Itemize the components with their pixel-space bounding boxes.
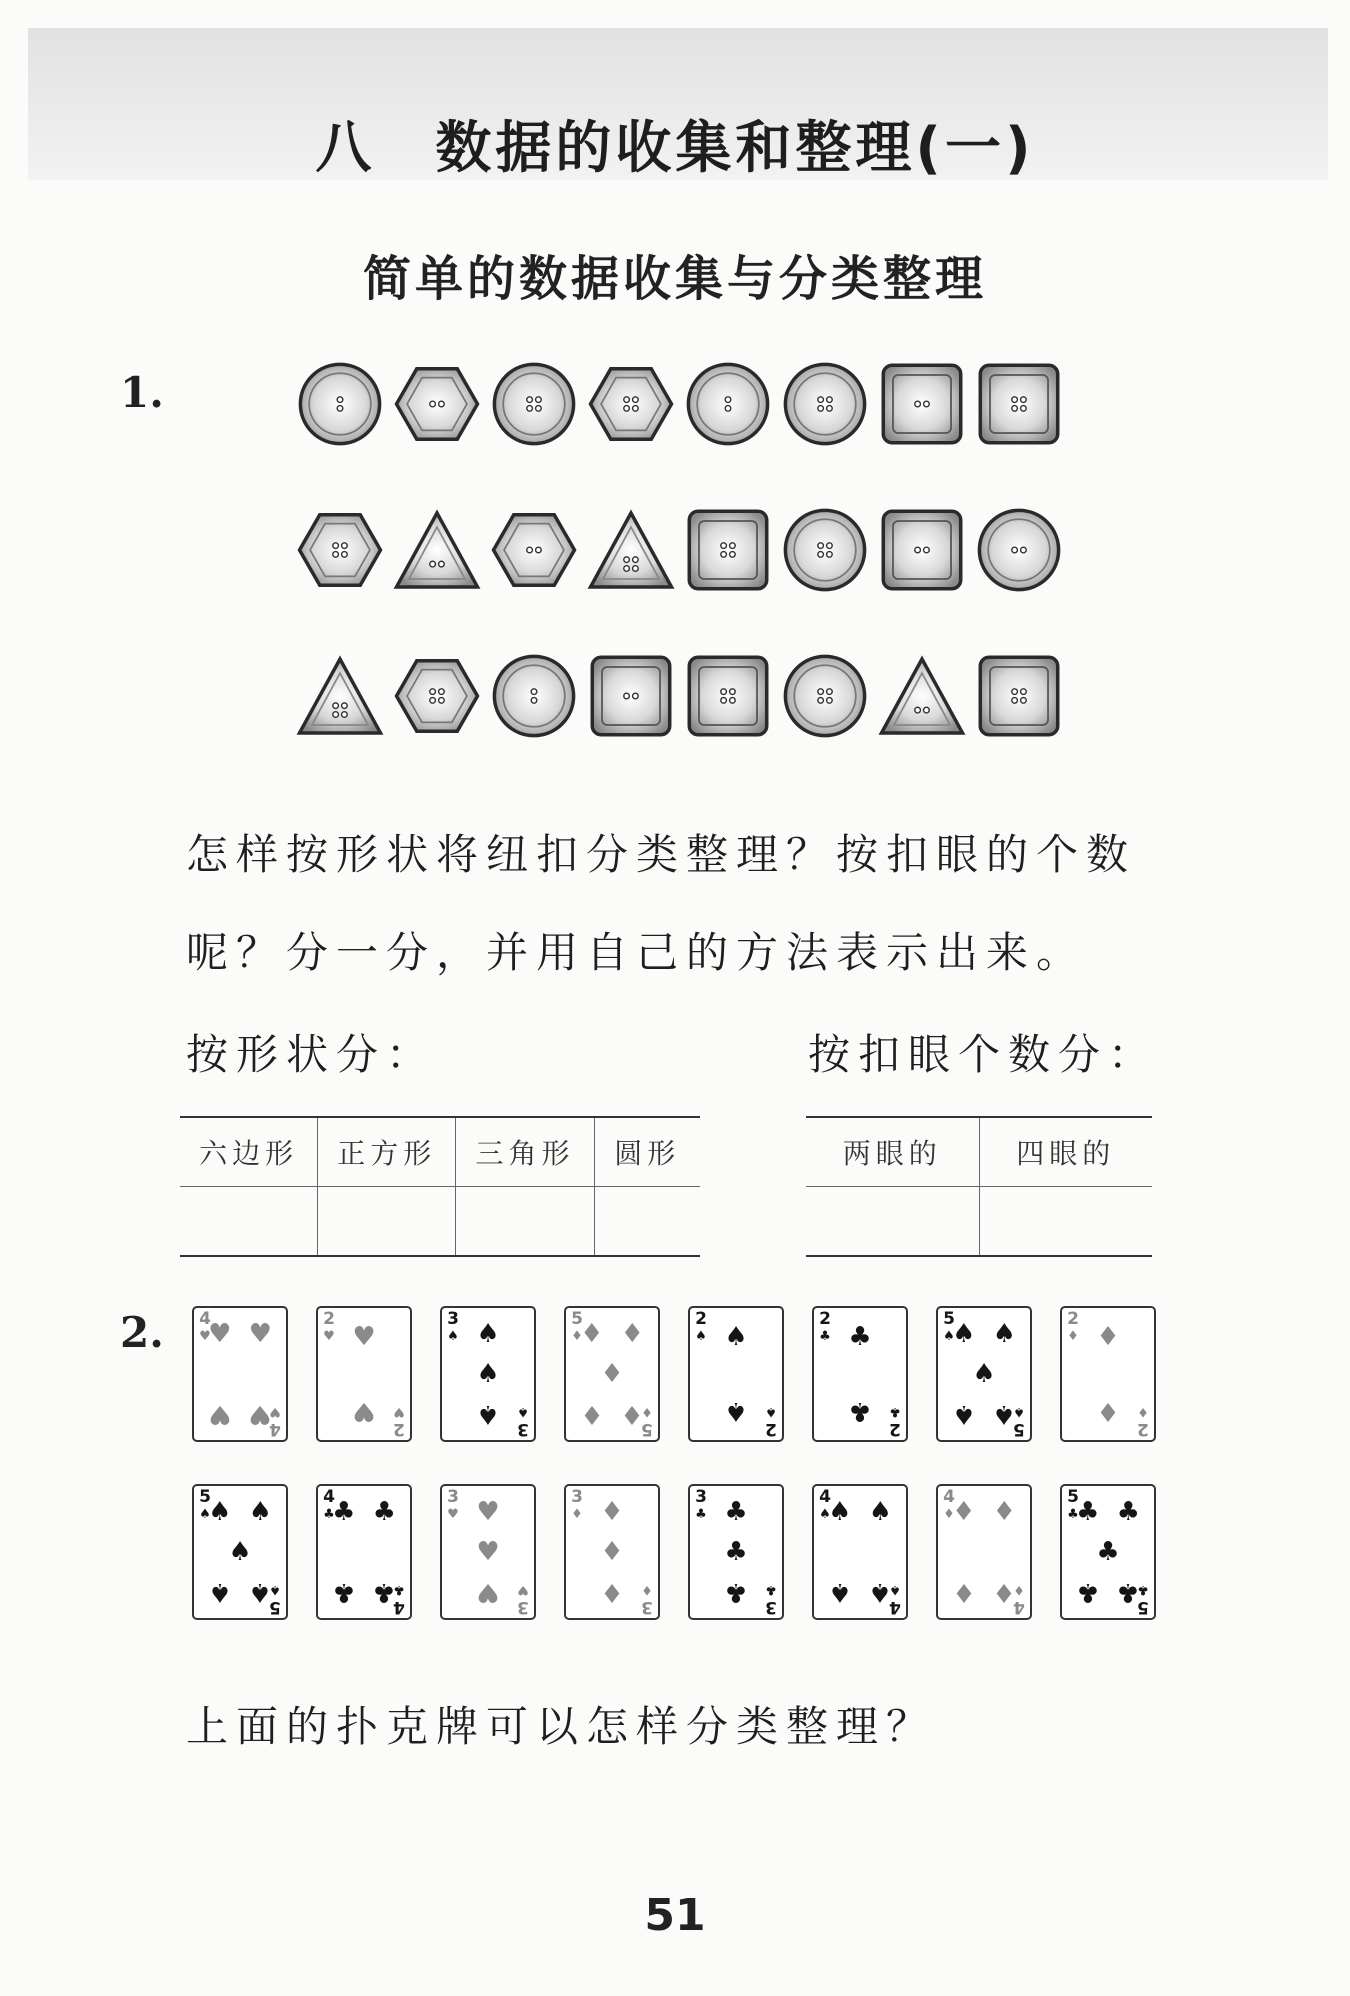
playing-card [192,1306,288,1442]
card-suit-pip-icon: ♦ [600,1576,624,1607]
card-corner-suit-icon: ♥ [517,1582,529,1597]
card-rank: 5 [1067,1487,1079,1507]
question-2-number: 2. [120,1308,164,1357]
card-suit-pip-icon: ♦ [952,1576,976,1607]
card-corner-index [569,1489,585,1523]
card-corner-suit-icon: ♠ [517,1404,529,1419]
circle-button-2-holes [490,652,578,740]
card-corner-index [445,1311,461,1345]
card-suit-pip-icon: ♥ [208,1319,232,1350]
card-suit-pip-icon: ♥ [352,1395,376,1426]
card-corner-suit-icon: ♠ [889,1582,901,1597]
card-corner-suit-icon: ♥ [393,1404,405,1419]
card-suit-pip-icon: ♠ [828,1497,852,1528]
card-suit-pip-icon: ♦ [600,1497,624,1528]
card-corner-index [887,1403,903,1437]
card-corner-suit-icon: ♠ [695,1329,707,1344]
card-corner-suit-icon: ♦ [571,1507,583,1522]
card-suit-pip-icon: ♣ [724,1537,748,1567]
card-corner-index [1135,1403,1151,1437]
card-suit-pip-icon: ♠ [724,1322,748,1353]
card-row-1 [192,1306,1192,1446]
card-corner-suit-icon: ♦ [1067,1329,1079,1344]
card-suit-pip-icon: ♠ [828,1576,852,1607]
card-corner-suit-icon: ♣ [393,1582,405,1597]
playing-card [936,1306,1032,1442]
card-corner-suit-icon: ♦ [571,1329,583,1344]
shape-answer-cell[interactable] [318,1187,456,1257]
playing-card [440,1306,536,1442]
card-corner-index [515,1403,531,1437]
card-rank: 3 [517,1597,529,1617]
card-corner-suit-icon: ♠ [1013,1404,1025,1419]
card-suit-pip-icon: ♠ [952,1319,976,1350]
card-suit-pip-icon: ♠ [952,1398,976,1429]
button-row-2 [296,506,1096,596]
card-rank: 2 [695,1309,707,1329]
card-corner-suit-icon: ♣ [323,1507,335,1522]
card-suit-pip-icon: ♠ [724,1395,748,1426]
chapter-title: 八 数据的收集和整理(一) [315,116,1035,181]
holes-sort-heading: 按扣眼个数分： [808,1030,1159,1079]
hexagon-button-4-holes [296,506,384,594]
card-corner-suit-icon: ♣ [695,1507,707,1522]
card-corner-suit-icon: ♦ [641,1582,653,1597]
card-suit-pip-icon: ♥ [476,1497,500,1528]
section-title: 简单的数据收集与分类整理 [362,251,987,307]
card-corner-index [817,1311,833,1345]
card-rank: 2 [889,1419,901,1439]
card-rank: 2 [819,1309,831,1329]
shape-answer-cell[interactable] [180,1187,318,1257]
card-corner-suit-icon: ♠ [199,1507,211,1522]
square-button-2-holes [878,360,966,448]
shape-answer-cell[interactable] [456,1187,594,1257]
card-corner-suit-icon: ♦ [943,1507,955,1522]
shape-column-circle: 圆形 [594,1117,700,1187]
card-suit-pip-icon: ♦ [600,1359,624,1389]
circle-button-4-holes [781,652,869,740]
hexagon-button-2-holes [393,360,481,448]
card-corner-index [391,1403,407,1437]
card-rank: 4 [269,1419,281,1439]
card-rank: 3 [695,1487,707,1507]
card-suit-pip-icon: ♠ [868,1576,892,1607]
card-suit-pip-icon: ♦ [620,1319,644,1350]
circle-button-2-holes [684,360,772,448]
card-suit-pip-icon: ♠ [972,1359,996,1389]
card-suit-pip-icon: ♠ [476,1359,500,1389]
playing-card [1060,1306,1156,1442]
playing-card [564,1484,660,1620]
playing-card [316,1306,412,1442]
playing-card [688,1484,784,1620]
card-corner-suit-icon: ♣ [1067,1507,1079,1522]
button-row-3 [296,652,1096,742]
card-corner-suit-icon: ♠ [943,1329,955,1344]
card-rank: 3 [641,1597,653,1617]
card-suit-pip-icon: ♦ [600,1537,624,1567]
card-suit-pip-icon: ♣ [372,1497,396,1528]
card-suit-pip-icon: ♥ [248,1319,272,1350]
card-corner-index [639,1581,655,1615]
card-suit-pip-icon: ♣ [372,1576,396,1607]
shape-column-triangle: 三角形 [456,1117,594,1187]
card-rank: 3 [447,1487,459,1507]
card-suit-pip-icon: ♠ [476,1398,500,1429]
square-button-4-holes [684,506,772,594]
card-corner-index [693,1311,709,1345]
page-number: 51 [644,1890,706,1941]
card-rank: 5 [571,1309,583,1329]
card-corner-suit-icon: ♣ [889,1404,901,1419]
card-corner-suit-icon: ♣ [819,1329,831,1344]
card-suit-pip-icon: ♦ [580,1319,604,1350]
card-suit-pip-icon: ♠ [992,1398,1016,1429]
card-suit-pip-icon: ♣ [848,1322,872,1353]
shape-column-hexagon: 六边形 [180,1117,318,1187]
triangle-button-2-holes [878,652,966,740]
holes-column-four: 四眼的 [979,1117,1152,1187]
card-rank: 5 [269,1597,281,1617]
card-corner-index [515,1581,531,1615]
square-button-2-holes [878,506,966,594]
card-rank: 4 [393,1597,405,1617]
card-rank: 4 [819,1487,831,1507]
question-1-prompt-line-2: 呢？分一分，并用自己的方法表示出来。 [186,928,1087,977]
holes-sort-table [806,1116,1152,1257]
card-corner-suit-icon: ♥ [269,1404,281,1419]
card-corner-suit-icon: ♠ [269,1582,281,1597]
card-suit-pip-icon: ♦ [1096,1322,1120,1353]
card-corner-suit-icon: ♦ [641,1404,653,1419]
card-corner-suit-icon: ♥ [447,1507,459,1522]
card-suit-pip-icon: ♣ [1096,1537,1120,1567]
card-corner-index [763,1581,779,1615]
card-suit-pip-icon: ♥ [476,1537,500,1567]
hexagon-button-2-holes [490,506,578,594]
card-suit-pip-icon: ♣ [724,1497,748,1528]
card-suit-pip-icon: ♣ [1076,1497,1100,1528]
circle-button-4-holes [781,506,869,594]
card-corner-suit-icon: ♦ [1013,1582,1025,1597]
playing-card [812,1306,908,1442]
question-1-prompt-line-1: 怎样按形状将纽扣分类整理？按扣眼的个数 [186,830,1137,879]
hexagon-button-4-holes [393,652,481,740]
card-suit-pip-icon: ♦ [1096,1395,1120,1426]
card-suit-pip-icon: ♣ [1076,1576,1100,1607]
card-rank: 4 [943,1487,955,1507]
card-suit-pip-icon: ♣ [724,1576,748,1607]
card-rank: 2 [765,1419,777,1439]
card-suit-pip-icon: ♠ [992,1319,1016,1350]
circle-button-2-holes [296,360,384,448]
card-corner-suit-icon: ♣ [1137,1582,1149,1597]
square-button-4-holes [975,652,1063,740]
shape-sort-table [180,1116,700,1257]
holes-column-two: 两眼的 [806,1117,979,1187]
card-rank: 3 [447,1309,459,1329]
square-button-4-holes [975,360,1063,448]
card-rank: 3 [517,1419,529,1439]
card-rank: 4 [889,1597,901,1617]
card-suit-pip-icon: ♥ [248,1398,272,1429]
card-suit-pip-icon: ♣ [848,1395,872,1426]
playing-card [564,1306,660,1442]
triangle-button-4-holes [587,506,675,594]
playing-card [440,1484,536,1620]
card-suit-pip-icon: ♥ [476,1576,500,1607]
playing-card [316,1484,412,1620]
card-rank: 3 [765,1597,777,1617]
circle-button-4-holes [781,360,869,448]
card-suit-pip-icon: ♣ [332,1497,356,1528]
card-corner-suit-icon: ♥ [199,1329,211,1344]
card-rank: 5 [641,1419,653,1439]
card-rank: 5 [1013,1419,1025,1439]
card-corner-suit-icon: ♥ [323,1329,335,1344]
card-corner-suit-icon: ♠ [765,1404,777,1419]
card-corner-suit-icon: ♠ [819,1507,831,1522]
card-rank: 2 [1067,1309,1079,1329]
card-suit-pip-icon: ♣ [332,1576,356,1607]
circle-button-4-holes [490,360,578,448]
triangle-button-4-holes [296,652,384,740]
card-corner-suit-icon: ♠ [447,1329,459,1344]
card-rank: 2 [323,1309,335,1329]
card-rank: 5 [199,1487,211,1507]
card-suit-pip-icon: ♦ [580,1398,604,1429]
card-corner-index [1065,1311,1081,1345]
card-row-2 [192,1484,1192,1624]
card-suit-pip-icon: ♦ [952,1497,976,1528]
card-suit-pip-icon: ♠ [228,1537,252,1567]
card-corner-index [763,1403,779,1437]
card-suit-pip-icon: ♦ [620,1398,644,1429]
card-corner-suit-icon: ♣ [765,1582,777,1597]
card-suit-pip-icon: ♣ [1116,1576,1140,1607]
question-1-number: 1. [120,368,164,417]
card-suit-pip-icon: ♠ [868,1497,892,1528]
shape-column-square: 正方形 [318,1117,456,1187]
card-suit-pip-icon: ♦ [992,1576,1016,1607]
square-button-2-holes [587,652,675,740]
square-button-4-holes [684,652,772,740]
card-suit-pip-icon: ♠ [248,1576,272,1607]
question-2-prompt: 上面的扑克牌可以怎样分类整理？ [186,1702,937,1751]
card-suit-pip-icon: ♥ [352,1322,376,1353]
card-rank: 4 [199,1309,211,1329]
card-rank: 2 [1137,1419,1149,1439]
card-corner-suit-icon: ♦ [1137,1404,1149,1419]
card-suit-pip-icon: ♦ [992,1497,1016,1528]
card-corner-index [693,1489,709,1523]
card-corner-index [445,1489,461,1523]
card-rank: 4 [1013,1597,1025,1617]
playing-card [936,1484,1032,1620]
card-suit-pip-icon: ♥ [208,1398,232,1429]
card-rank: 2 [393,1419,405,1439]
hexagon-button-4-holes [587,360,675,448]
playing-card [812,1484,908,1620]
playing-card [1060,1484,1156,1620]
card-suit-pip-icon: ♠ [476,1319,500,1350]
card-suit-pip-icon: ♣ [1116,1497,1140,1528]
card-suit-pip-icon: ♠ [248,1497,272,1528]
card-suit-pip-icon: ♠ [208,1497,232,1528]
playing-card [688,1306,784,1442]
card-corner-index [321,1311,337,1345]
holes-answer-cell[interactable] [806,1187,979,1257]
circle-button-2-holes [975,506,1063,594]
card-rank: 5 [1137,1597,1149,1617]
card-rank: 5 [943,1309,955,1329]
button-row-1 [296,360,1096,450]
shape-answer-cell[interactable] [594,1187,700,1257]
holes-answer-cell[interactable] [979,1187,1152,1257]
card-rank: 3 [571,1487,583,1507]
triangle-button-2-holes [393,506,481,594]
playing-card [192,1484,288,1620]
card-suit-pip-icon: ♠ [208,1576,232,1607]
shape-sort-heading: 按形状分： [186,1030,437,1079]
card-rank: 4 [323,1487,335,1507]
